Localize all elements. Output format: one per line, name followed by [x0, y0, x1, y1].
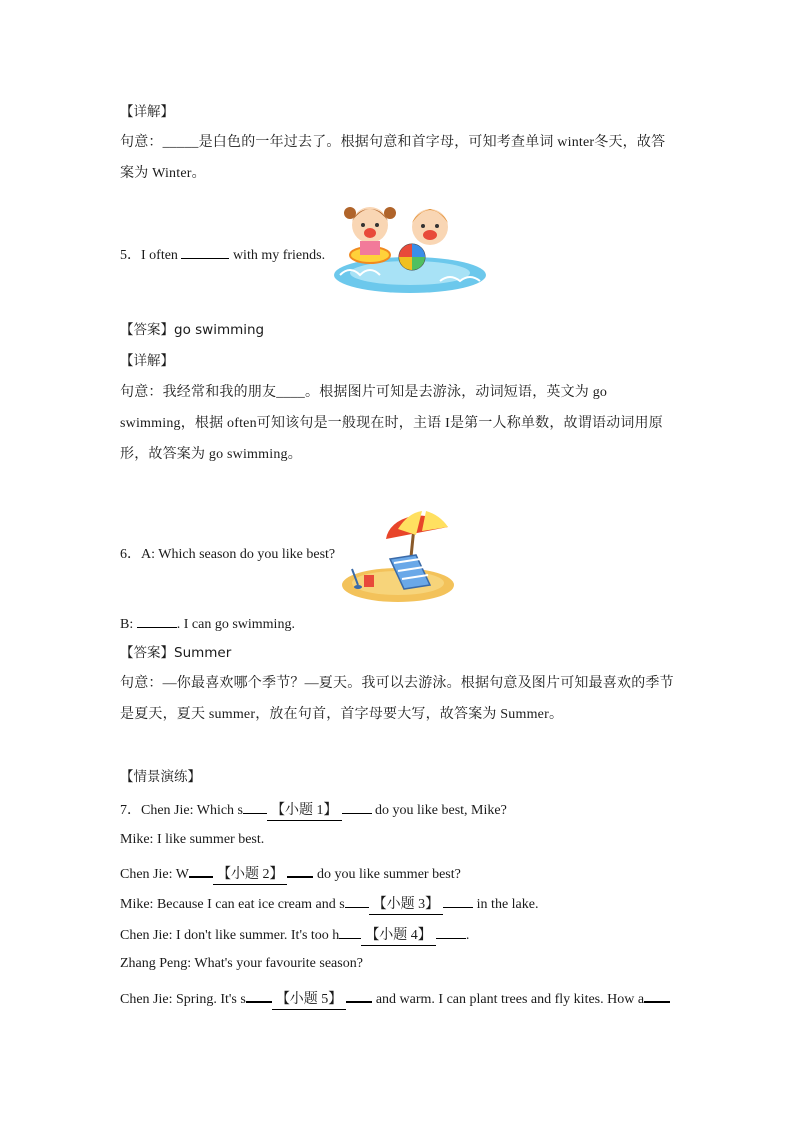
q7-blank-5b [346, 987, 372, 1003]
q7-line7-b: and warm. I can plant trees and fly kites. How a [372, 992, 645, 1007]
q7-blank-4b [436, 924, 466, 939]
q5-answer: 【答案】go swimming [120, 322, 265, 338]
q7-subquestion-2: 【小题 2】 [213, 866, 288, 885]
q7-line6: Zhang Peng: What's your favourite season? [120, 956, 363, 971]
q5-blank [181, 244, 229, 259]
q6-line-b [120, 613, 295, 634]
q7-line3-b: do you like summer best? [313, 867, 461, 882]
q7-line5-a: Chen Jie: I don't like summer. It's too h [120, 928, 340, 943]
q7-blank-1b [342, 799, 372, 814]
q5-detail-line3: 形，故答案为 go swimming。 [120, 447, 302, 462]
q7-line2: Mike: I like summer best. [120, 832, 265, 847]
q6-detail-line2: 是夏天，夏天 summer，放在句首，首字母要大写，故答案为 Summer。 [120, 707, 564, 722]
q7-blank-2b [287, 862, 313, 878]
q7-subquestion-3: 【小题 3】 [369, 896, 444, 915]
q7-line7-a: Chen Jie: Spring. It's s [120, 992, 246, 1007]
q4-detail-line1: 句意：_____是白色的一年过去了。根据句意和首字母，可知考查单词 winter冬天，故答 [120, 135, 666, 150]
kids-swimming-illustration [330, 195, 490, 300]
q7-subquestion-1: 【小题 1】 [267, 802, 342, 821]
q7-line1-a: 7．Chen Jie: Which s [120, 803, 244, 818]
q7-line1 [120, 799, 507, 821]
q7-blank-2a [189, 862, 213, 878]
q7-line5-b: . [465, 928, 470, 943]
q6-b-prefix: B: [120, 617, 137, 632]
q5-prefix: 5．I often [120, 248, 182, 263]
q6-line-a: 6．A: Which season do you like best? [120, 547, 336, 562]
q7-blank-1a [243, 799, 267, 814]
q5-suffix: with my friends. [229, 248, 326, 263]
q7-line7 [120, 987, 670, 1010]
q5-detail-heading: 【详解】 [120, 353, 174, 369]
beach-umbrella-illustration [338, 505, 458, 605]
q7-line4-a: Mike: Because I can eat ice cream and s [120, 897, 345, 912]
q7-subquestion-5: 【小题 5】 [272, 991, 347, 1010]
q5-detail-line2: swimming，根据 often可知该句是一般现在时，主语 I是第一人称单数，故谓语动词用原 [120, 416, 663, 431]
q7-line4 [120, 893, 538, 915]
q7-line3-a: Chen Jie: W [120, 867, 189, 882]
q7-blank-6 [644, 987, 670, 1003]
q6-blank [137, 613, 177, 628]
q5-question [120, 244, 325, 265]
detail-heading: 【详解】 [120, 104, 174, 120]
q7-line5 [120, 924, 469, 946]
q6-b-suffix: . I can go swimming. [176, 617, 295, 632]
q7-line4-b: in the lake. [473, 897, 539, 912]
q7-blank-3b [443, 893, 473, 908]
q4-detail-line2: 案为 Winter。 [120, 166, 206, 181]
q5-detail-line1: 句意：我经常和我的朋友____。根据图片可知是去游泳，动词短语，英文为 go [120, 385, 608, 400]
q7-subquestion-4-label: 【小题 4】 [361, 927, 436, 946]
q7-line1-b: do you like best, Mike? [371, 803, 507, 818]
q7-blank-3a [345, 893, 369, 908]
q6-answer: 【答案】Summer [120, 645, 232, 661]
q6-detail-line1: 句意：—你最喜欢哪个季节？—夏天。我可以去游泳。根据句意及图片可知最喜欢的季节 [120, 676, 674, 691]
section-heading: 【情景演练】 [120, 769, 201, 785]
q7-blank-5a [246, 987, 272, 1003]
q7-blank-4a [339, 924, 361, 939]
q7-line3 [120, 862, 461, 885]
